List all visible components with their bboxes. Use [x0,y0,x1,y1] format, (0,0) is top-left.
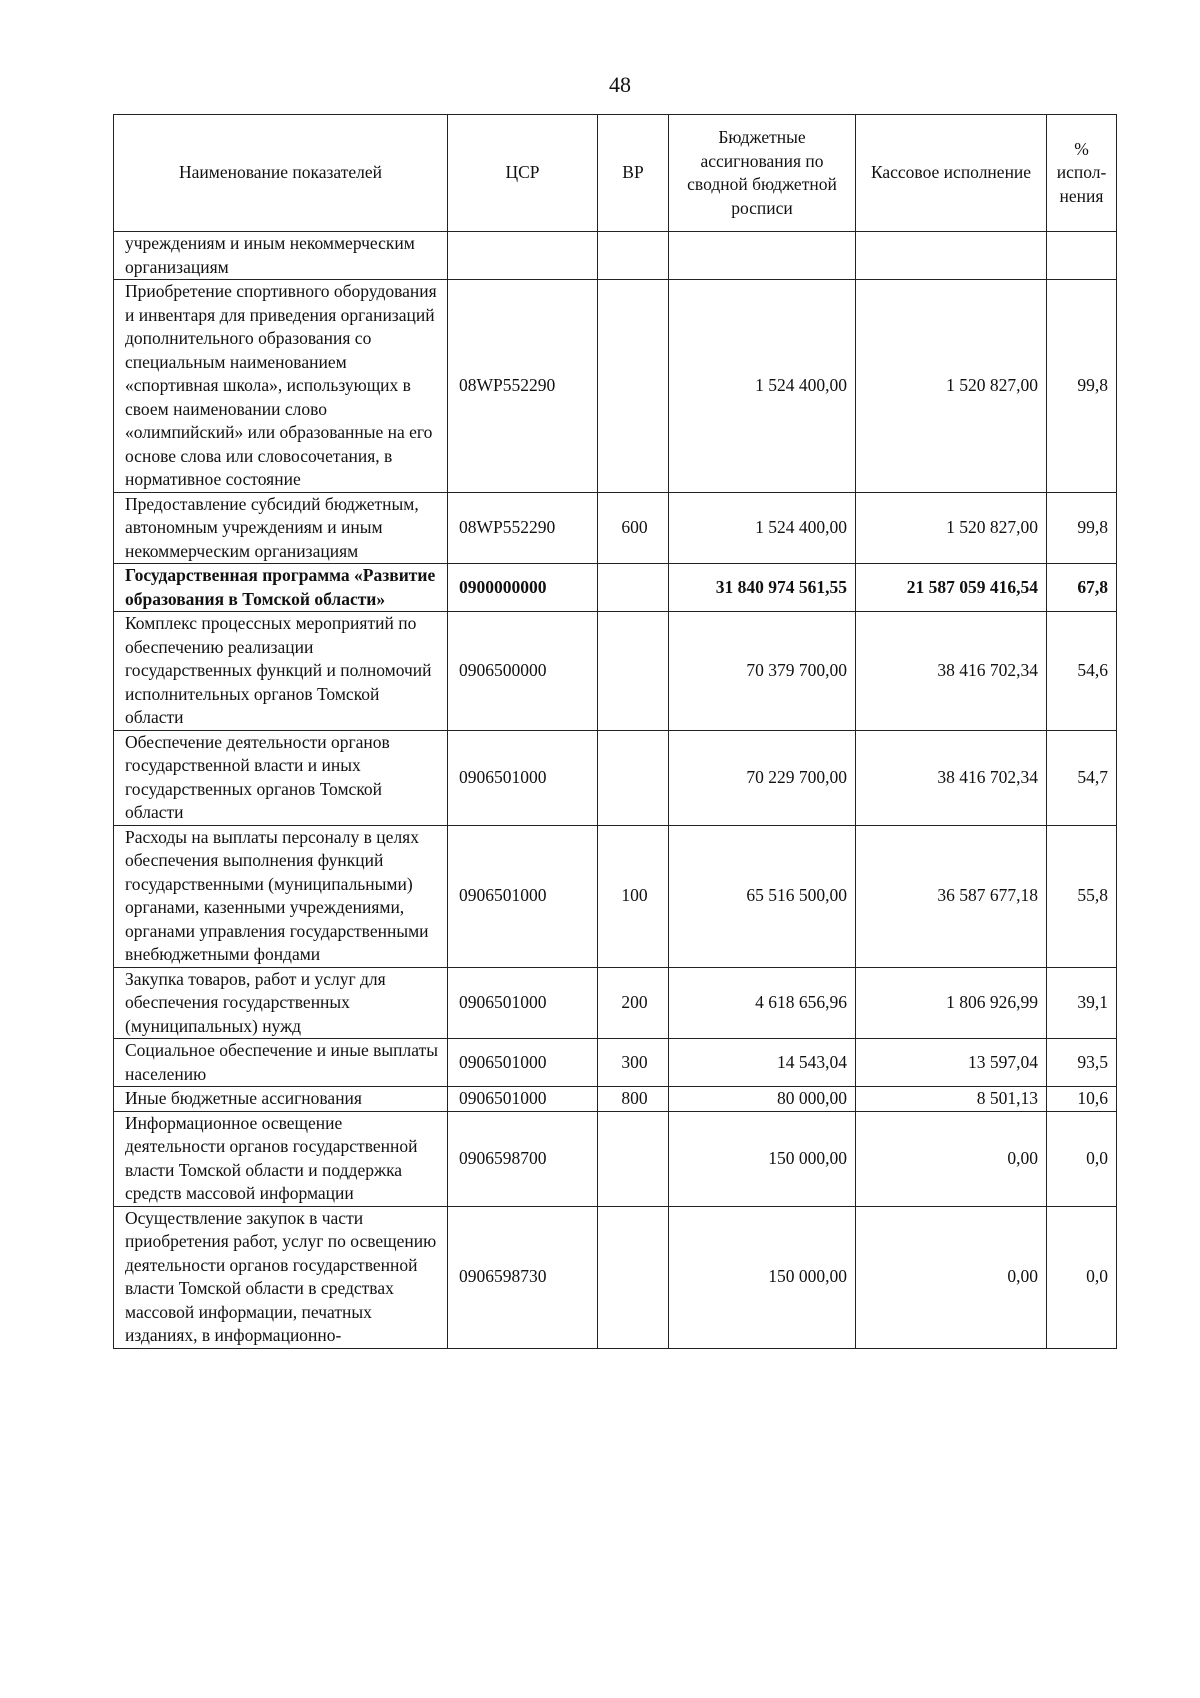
cell-cash: 1 520 827,00 [856,280,1047,493]
header-cash: Кассовое исполнение [856,115,1047,232]
cell-vr [598,612,669,731]
cell-pct: 0,0 [1047,1111,1117,1206]
cell-csr: 0906598730 [448,1206,598,1348]
cell-name: Иные бюджетные ассигнования [114,1087,448,1112]
cell-name: Закупка товаров, работ и услуг для обеспечения государственных (муниципальных) нужд [114,967,448,1039]
table-row [114,1206,1117,1348]
table-body [114,232,1117,1349]
header-name: Наименование показателей [114,115,448,232]
cell-cash: 36 587 677,18 [856,825,1047,967]
cell-budget: 1 524 400,00 [669,280,856,493]
cell-cash: 8 501,13 [856,1087,1047,1112]
cell-vr [598,1206,669,1348]
table-row [114,730,1117,825]
table-row [114,825,1117,967]
cell-name: Комплекс процессных мероприятий по обеспечению реализации государственных функций и полномочий исполнительных органов Томской области [114,612,448,731]
header-budget: Бюджетные ассигнования по сводной бюджетной росписи [669,115,856,232]
cell-vr [598,564,669,612]
cell-cash: 0,00 [856,1206,1047,1348]
cell-csr: 0906501000 [448,1039,598,1087]
cell-budget [669,232,856,280]
header-csr: ЦСР [448,115,598,232]
table-header-row [114,115,1117,232]
table-row [114,232,1117,280]
table-row [114,1087,1117,1112]
header-vr: ВР [598,115,669,232]
table-row [114,492,1117,564]
cell-budget: 70 229 700,00 [669,730,856,825]
cell-csr: 08WP552290 [448,280,598,493]
cell-csr: 0906598700 [448,1111,598,1206]
cell-vr [598,730,669,825]
cell-name: Расходы на выплаты персоналу в целях обеспечения выполнения функций государственными (муниципальными) органами, казенными учреждениями, органами управления государственными внебюджетными фондами [114,825,448,967]
cell-name: учреждениям и иным некоммерческим организациям [114,232,448,280]
header-pct: % испол-нения [1047,115,1117,232]
cell-budget: 150 000,00 [669,1111,856,1206]
table-row [114,1039,1117,1087]
cell-name: Информационное освещение деятельности органов государственной власти Томской области и поддержка средств массовой информации [114,1111,448,1206]
cell-cash: 1 520 827,00 [856,492,1047,564]
table-row [114,280,1117,493]
cell-vr: 300 [598,1039,669,1087]
table-row [114,967,1117,1039]
cell-cash: 21 587 059 416,54 [856,564,1047,612]
cell-pct: 99,8 [1047,492,1117,564]
cell-pct: 67,8 [1047,564,1117,612]
cell-pct: 55,8 [1047,825,1117,967]
cell-name: Предоставление субсидий бюджетным, автономным учреждениям и иным некоммерческим организациям [114,492,448,564]
cell-vr [598,232,669,280]
cell-budget: 4 618 656,96 [669,967,856,1039]
cell-cash: 38 416 702,34 [856,730,1047,825]
cell-pct: 0,0 [1047,1206,1117,1348]
page-number: 48 [609,72,631,97]
cell-csr: 0906501000 [448,967,598,1039]
cell-cash: 0,00 [856,1111,1047,1206]
table-row [114,612,1117,731]
cell-csr: 08WP552290 [448,492,598,564]
cell-cash: 13 597,04 [856,1039,1047,1087]
cell-budget: 80 000,00 [669,1087,856,1112]
cell-pct: 10,6 [1047,1087,1117,1112]
cell-csr: 0906501000 [448,825,598,967]
cell-csr [448,232,598,280]
cell-vr: 200 [598,967,669,1039]
cell-name: Обеспечение деятельности органов государственной власти и иных государственных органов Томской области [114,730,448,825]
cell-vr: 600 [598,492,669,564]
cell-cash [856,232,1047,280]
cell-csr: 0900000000 [448,564,598,612]
cell-pct: 99,8 [1047,280,1117,493]
table-row [114,564,1117,612]
cell-pct [1047,232,1117,280]
cell-csr: 0906501000 [448,730,598,825]
cell-vr: 800 [598,1087,669,1112]
cell-pct: 93,5 [1047,1039,1117,1087]
cell-budget: 1 524 400,00 [669,492,856,564]
cell-cash: 38 416 702,34 [856,612,1047,731]
cell-pct: 54,7 [1047,730,1117,825]
cell-name: Государственная программа «Развитие образования в Томской области» [114,564,448,612]
cell-budget: 150 000,00 [669,1206,856,1348]
cell-csr: 0906501000 [448,1087,598,1112]
cell-budget: 65 516 500,00 [669,825,856,967]
cell-vr [598,1111,669,1206]
cell-pct: 39,1 [1047,967,1117,1039]
cell-name: Осуществление закупок в части приобретения работ, услуг по освещению деятельности органов государственной власти Томской области в средствах массовой информации, печатных изданиях, в информационно- [114,1206,448,1348]
cell-budget: 70 379 700,00 [669,612,856,731]
cell-csr: 0906500000 [448,612,598,731]
cell-budget: 14 543,04 [669,1039,856,1087]
cell-name: Приобретение спортивного оборудования и инвентаря для приведения организаций дополнительного образования со специальным наименованием «спортивная школа», использующих в своем наименовании слово «олимпийский» или образованные на его основе слова или словосочетания, в нормативное состояние [114,280,448,493]
cell-pct: 54,6 [1047,612,1117,731]
budget-execution-table [113,114,1117,1349]
table-row [114,1111,1117,1206]
cell-vr [598,280,669,493]
cell-name: Социальное обеспечение и иные выплаты населению [114,1039,448,1087]
cell-budget: 31 840 974 561,55 [669,564,856,612]
cell-cash: 1 806 926,99 [856,967,1047,1039]
cell-vr: 100 [598,825,669,967]
